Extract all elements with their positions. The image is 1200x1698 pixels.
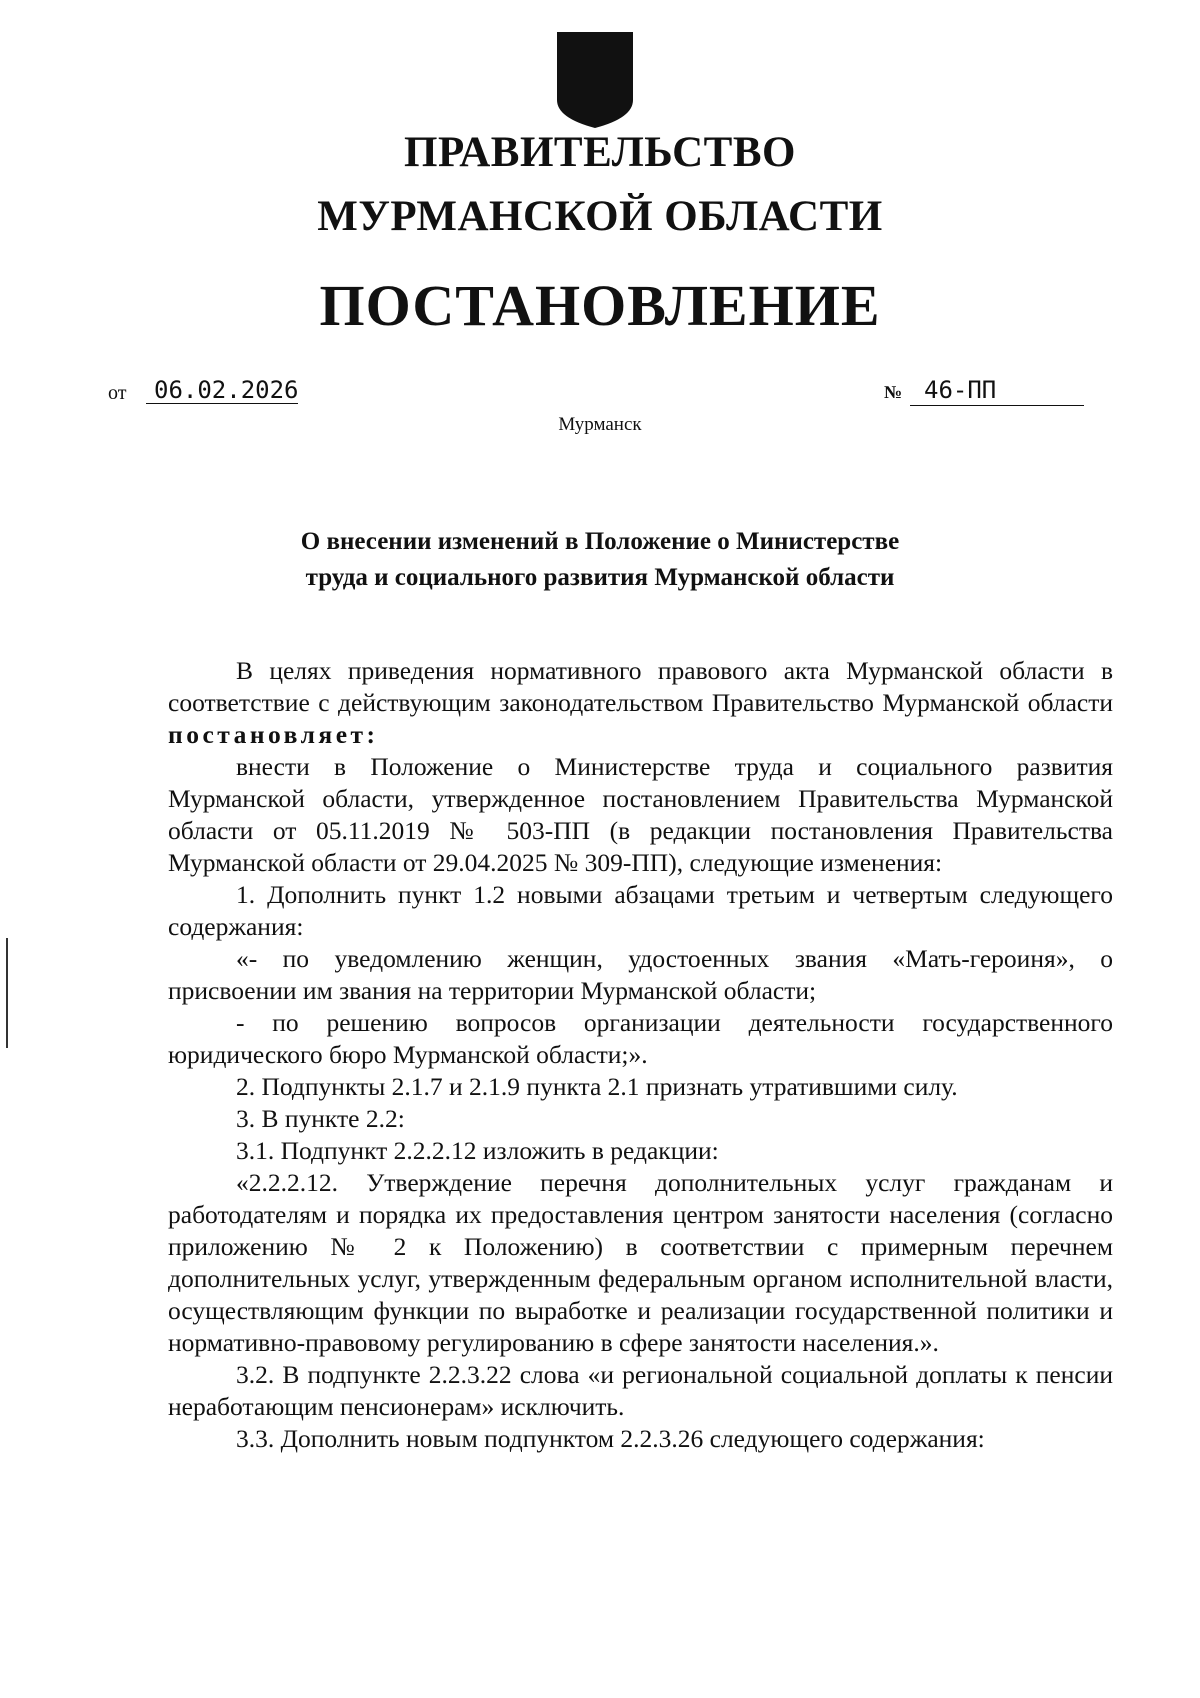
number-value: 46-ПП	[910, 376, 1084, 406]
date-prefix: от	[108, 382, 127, 404]
paragraph: 3.3. Дополнить новым подпунктом 2.2.3.26 следующего содержания:	[236, 1424, 985, 1453]
document-type: ПОСТАНОВЛЕНИЕ	[319, 273, 881, 338]
subject-line1: О внесении изменений в Положение о Министерстве	[300, 528, 900, 555]
paragraph: 3.1. Подпункт 2.2.2.12 изложить в редакции:	[236, 1136, 719, 1165]
document-subject	[0, 524, 1200, 596]
paragraph: 1. Дополнить пункт 1.2 новыми абзацами третьим и четвертым следующего содержания:	[168, 880, 1113, 941]
number-prefix: №	[884, 382, 903, 402]
paragraph: 3.2. В подпункте 2.2.3.22 слова «и региональной социальной доплаты к пенсии неработающим пенсионерам» исключить.	[168, 1360, 1113, 1421]
document-date	[108, 376, 298, 406]
city: Мурманск	[558, 414, 642, 435]
paragraph: 3. В пункте 2.2:	[236, 1104, 405, 1133]
paragraph: «2.2.2.12. Утверждение перечня дополнительных услуг гражданам и работодателям и порядка их предоставления центром занятости населения (согласно приложению № 2 к Положению) в соответствии с примерным перечнем дополнительных услуг, утвержденным федеральным органом исполнительной власти, осуществляющим функции по выработке и реализации государственной политики и нормативно-правовому регулированию в сфере занятости населения.».	[168, 1168, 1113, 1357]
document-body	[168, 655, 1113, 1455]
paragraph	[168, 655, 1113, 751]
paragraph-text: В целях приведения нормативного правового акта Мурманской области в соответствие с действующим законодательством Правительство Мурманской области	[168, 656, 1113, 717]
organization-name-line1: ПРАВИТЕЛЬСТВО	[404, 129, 796, 176]
coat-of-arms-emblem	[555, 30, 635, 130]
subject-line2: труда и социального развития Мурманской области	[305, 564, 895, 591]
paragraph: внести в Положение о Министерстве труда и социального развития Мурманской области, утвержденное постановлением Правительства Мурманской области от 05.11.2019 № 503-ПП (в редакции постановления Правительства Мурманской области от 29.04.2025 № 309-ПП), следующие изменения:	[168, 752, 1113, 877]
paragraph: 2. Подпункты 2.1.7 и 2.1.9 пункта 2.1 признать утратившими силу.	[236, 1072, 958, 1101]
decree-verb: постановляет:	[168, 720, 379, 749]
organization-name-line2: МУРМАНСКОЙ ОБЛАСТИ	[317, 193, 883, 240]
scan-artifact-line	[6, 938, 8, 1048]
document-number	[884, 376, 1084, 406]
date-value: 06.02.2026	[146, 376, 298, 404]
paragraph: «- по уведомлению женщин, удостоенных звания «Мать-героиня», о присвоении им звания на территории Мурманской области;	[168, 944, 1113, 1005]
paragraph: - по решению вопросов организации деятельности государственного юридического бюро Мурманской области;».	[168, 1008, 1113, 1069]
